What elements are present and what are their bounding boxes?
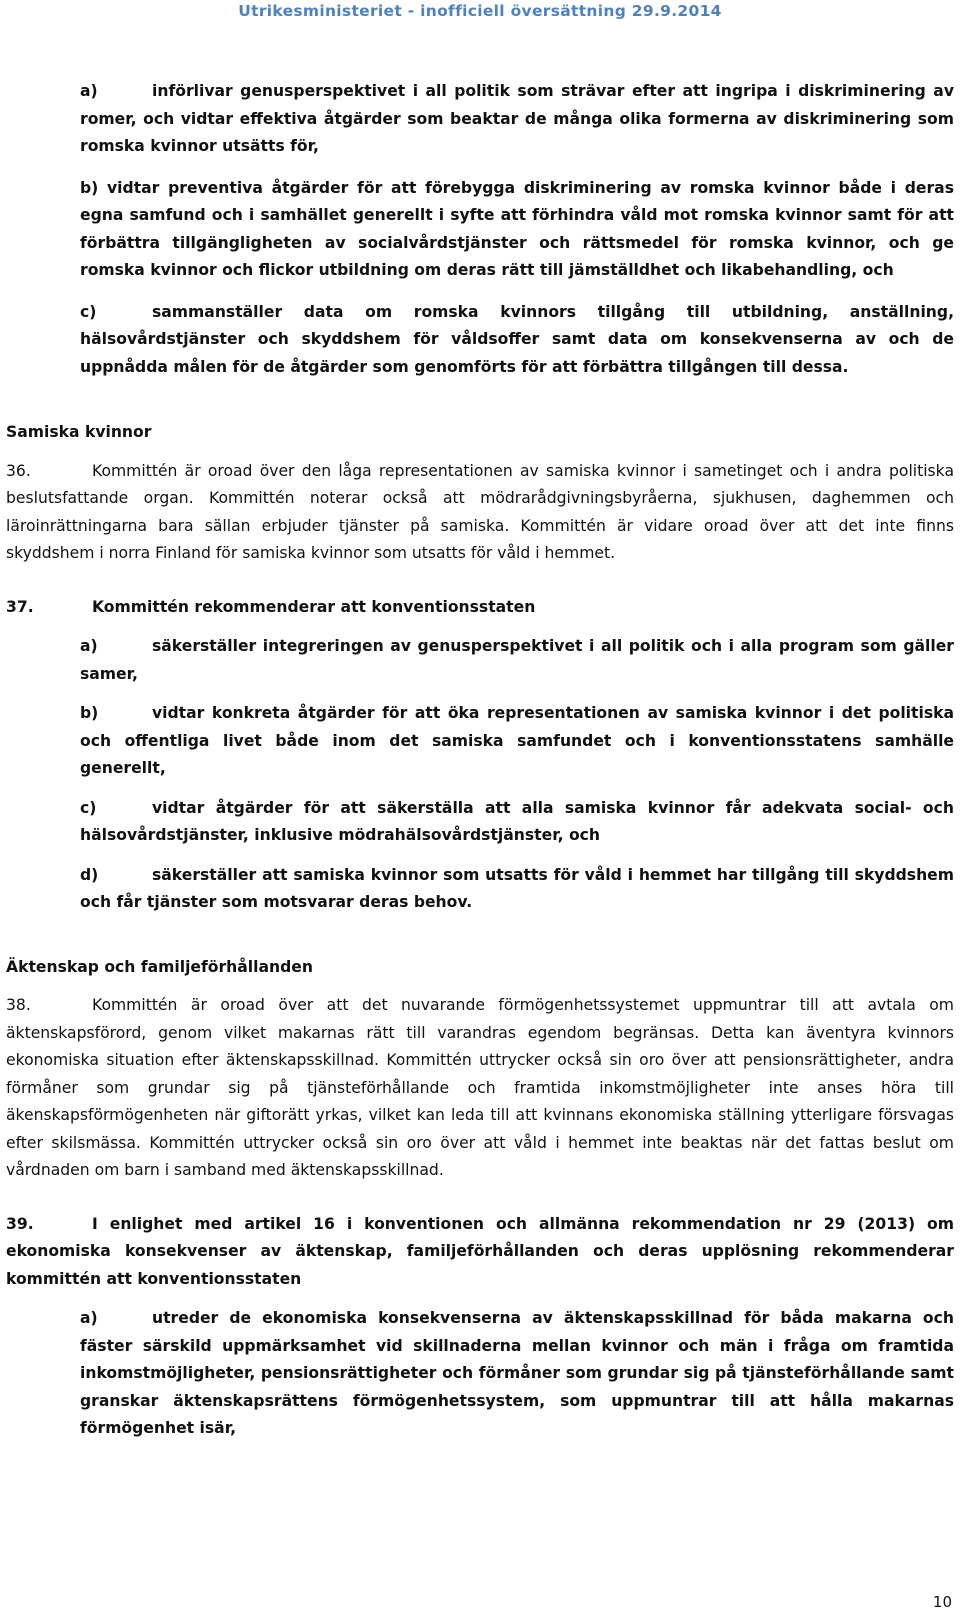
section-heading-samiska: Samiska kvinnor [6, 423, 152, 441]
item-label: d) [80, 865, 99, 884]
item-text: vidtar åtgärder för att säkerställa att alla samiska kvinnor får adekvata social- och hälsovårdstjänster, inklusive mödrahälsovårdstjänster, och [80, 798, 954, 844]
paragraph-39 [6, 1211, 954, 1294]
item-text: utreder de ekonomiska konsekvenserna av äktenskapsskillnad för båda makarna och fäster särskild uppmärksamhet vid skillnaderna mellan kvinnor och män i fråga om framtida inkomstmöjligheter, pensionsrättigheter och förmåner som grundar sig på tjänsteförhållande samt granskar äktenskapsrättens förmögenhetssystem, som uppmuntrar till att hålla makarnas förmögenhet isär, [80, 1309, 954, 1437]
item-a-roma [80, 78, 954, 161]
item-c-roma [80, 299, 954, 382]
item-text: sammanställer data om romska kvinnors tillgång till utbildning, anställning, hälsovårdstjänster och skyddshem för våldsoffer samt data om konsekvenserna av och de uppnådda målen för de åtgärder som genomförts för att förbättra tillgången till dessa. [80, 302, 954, 376]
item-label: a) [80, 1309, 98, 1327]
item-label: a) [80, 82, 98, 100]
item-label: b) [80, 704, 99, 722]
paragraph-36 [6, 458, 954, 568]
item-label: c) [80, 302, 97, 321]
item-37b [80, 700, 954, 783]
item-text: införlivar genusperspektivet i all politik som strävar efter att ingripa i diskriminering av romer, och vidtar effektiva åtgärder som beaktar de många olika formerna av diskriminering som romska kvinnor utsätts för, [80, 82, 954, 155]
paragraph-number: 37. [6, 597, 34, 616]
paragraph-text: Kommittén rekommenderar att konventionsstaten [92, 597, 536, 616]
item-39a [80, 1305, 954, 1443]
paragraph-37 [6, 594, 954, 622]
paragraph-text: I enlighet med artikel 16 i konventionen och allmänna rekommendation nr 29 (2013) om ekonomiska konsekvenser av äktenskap, familjeförhållanden och deras upplösning rekommenderar kommittén att konventionsstaten [6, 1214, 954, 1288]
item-37a [80, 633, 954, 688]
paragraph-number: 39. [6, 1214, 34, 1233]
item-text: vidtar konkreta åtgärder för att öka representationen av samiska kvinnor i det politiska och offentliga livet både inom det samiska samfundet och i konventionsstatens samhälle generellt, [80, 704, 954, 777]
item-label: a) [80, 637, 98, 655]
paragraph-text: Kommittén är oroad över att det nuvarande förmögenhetssystemet uppmuntrar till att avtala om äktenskapsförord, genom vilket makarnas rätt till varandras egendom begränsas. Detta kan äventyra kvinnors ekonomiska situation efter äktenskapsskillnad. Kommittén uttrycker också sin oro över att pensionsrättigheter, andra förmåner som grundar sig på tjänsteförhållande och framtida inkomstmöjligheter inte anses höra till äkenskapsförmögenheten när giftorätt yrkas, vilket kan leda till att kvinnans ekonomiska ställning ytterligare försvagas efter skilsmässa. Kommittén uttrycker också sin oro över att våld i hemmet inte beaktas när det fattas beslut om vårdnaden om barn i samband med äktenskapsskillnad. [6, 996, 954, 1179]
item-label: c) [80, 798, 97, 817]
document-body [6, 78, 954, 1443]
document-header: Utrikesministeriet - inofficiell översättning 29.9.2014 [238, 2, 722, 20]
item-37d [80, 862, 954, 917]
item-text: säkerställer integreringen av genusperspektivet i all politik och i alla program som gäller samer, [80, 637, 954, 683]
paragraph-text: Kommittén är oroad över den låga representationen av samiska kvinnor i sametinget och i andra politiska beslutsfattande organ. Kommittén noterar också att mödrarådgivningsbyråerna, sjukhusen, daghemmen och läroinrättningarna bara sällan erbjuder tjänster på samiska. Kommittén är vidare oroad över att det inte finns skyddshem i norra Finland för samiska kvinnor som utsatts för våld i hemmet. [6, 461, 954, 562]
section-heading-aktenskap: Äktenskap och familjeförhållanden [6, 957, 313, 976]
item-37c [80, 795, 954, 850]
page-number: 10 [932, 1593, 952, 1611]
item-b-roma: b) vidtar preventiva åtgärder för att förebygga diskriminering av romska kvinnor både i deras egna samfund och i samhället generellt i syfte att förhindra våld mot romska kvinnor samt för att förbättra tillgängligheten av socialvårdstjänster och rättsmedel för romska kvinnor, och ge romska kvinnor och flickor utbildning om deras rätt till jämställdhet och likabehandling, och [80, 178, 954, 279]
paragraph-38 [6, 992, 954, 1185]
paragraph-number: 38. [6, 996, 31, 1014]
paragraph-number: 36. [6, 461, 31, 480]
item-text: säkerställer att samiska kvinnor som utsatts för våld i hemmet har tillgång till skyddshem och får tjänster som motsvarar deras behov. [80, 865, 954, 911]
